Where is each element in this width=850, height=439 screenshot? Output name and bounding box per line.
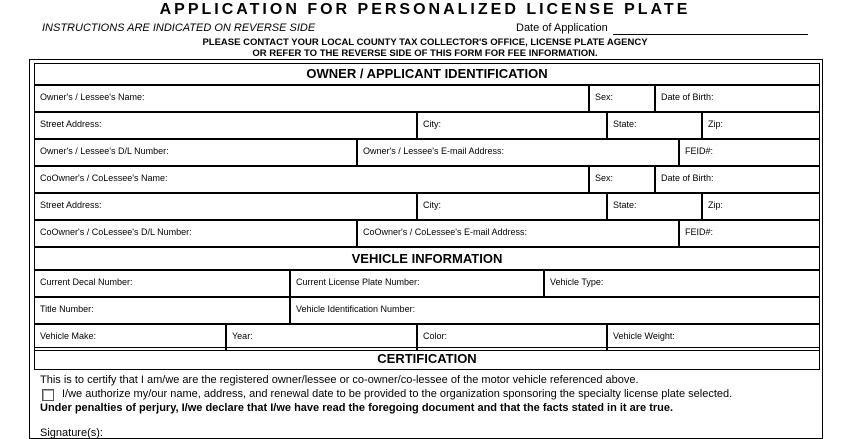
date-of-application-label: Date of Application	[516, 22, 608, 34]
vehicle-color-field[interactable]: Color:	[417, 324, 607, 351]
contact-notice	[0, 37, 850, 59]
form-title: APPLICATION FOR PERSONALIZED LICENSE PLATE	[159, 1, 691, 18]
owner-section-heading: OWNER / APPLICANT IDENTIFICATION	[34, 63, 820, 85]
owner-feid-field[interactable]: FEID#:	[679, 139, 820, 166]
coowner-feid-field[interactable]: FEID#:	[679, 220, 820, 247]
perjury-declaration: Under penalties of perjury, I/we declare that I/we have read the foregoing document and that the facts stated in it are true.	[40, 402, 674, 414]
title-number-field[interactable]: Title Number:	[34, 297, 290, 324]
coowner-email-field[interactable]: CoOwner's / CoLessee's E-mail Address:	[357, 220, 679, 247]
owner-state-field[interactable]: State:	[607, 112, 702, 139]
owner-name-field[interactable]: Owner's / Lessee's Name:	[34, 85, 589, 112]
owner-zip-field[interactable]: Zip:	[702, 112, 820, 139]
vehicle-year-field[interactable]: Year:	[226, 324, 417, 351]
coowner-street-field[interactable]: Street Address:	[34, 193, 417, 220]
authorize-statement: I/we authorize my/our name, address, and renewal date to be provided to the organization sponsoring the specialty license plate selected.	[62, 388, 733, 400]
coowner-sex-field[interactable]: Sex:	[589, 166, 655, 193]
vehicle-make-field[interactable]: Vehicle Make:	[34, 324, 226, 351]
coowner-state-field[interactable]: State:	[607, 193, 702, 220]
coowner-city-field[interactable]: City:	[417, 193, 607, 220]
instructions-note: INSTRUCTIONS ARE INDICATED ON REVERSE SIDE	[42, 22, 316, 34]
owner-dob-field[interactable]: Date of Birth:	[655, 85, 820, 112]
owner-sex-field[interactable]: Sex:	[589, 85, 655, 112]
vehicle-weight-field[interactable]: Vehicle Weight:	[607, 324, 820, 351]
date-of-application-field[interactable]	[613, 34, 808, 35]
owner-street-field[interactable]: Street Address:	[34, 112, 417, 139]
owner-city-field[interactable]: City:	[417, 112, 607, 139]
contact-line-2: OR REFER TO THE REVERSE SIDE OF THIS FORM FOR FEE INFORMATION.	[252, 48, 598, 59]
vehicle-type-field[interactable]: Vehicle Type:	[544, 270, 820, 297]
certification-statement: This is to certify that I am/we are the registered owner/lessee or co-owner/co-lessee of the motor vehicle referenced above.	[40, 374, 639, 386]
certification-heading: CERTIFICATION	[34, 347, 820, 370]
coowner-zip-field[interactable]: Zip:	[702, 193, 820, 220]
coowner-name-field[interactable]: CoOwner's / CoLessee's Name:	[34, 166, 589, 193]
current-decal-field[interactable]: Current Decal Number:	[34, 270, 290, 297]
vin-field[interactable]: Vehicle Identification Number:	[290, 297, 820, 324]
vehicle-section-heading: VEHICLE INFORMATION	[34, 247, 820, 270]
contact-line-1: PLEASE CONTACT YOUR LOCAL COUNTY TAX COLLECTOR'S OFFICE, LICENSE PLATE AGENCY	[202, 37, 648, 48]
coowner-dl-field[interactable]: CoOwner's / CoLessee's D/L Number:	[34, 220, 357, 247]
signature-label: Signature(s):	[40, 427, 103, 439]
owner-email-field[interactable]: Owner's / Lessee's E-mail Address:	[357, 139, 679, 166]
current-plate-field[interactable]: Current License Plate Number:	[290, 270, 544, 297]
coowner-dob-field[interactable]: Date of Birth:	[655, 166, 820, 193]
authorize-checkbox[interactable]	[42, 389, 54, 401]
owner-dl-field[interactable]: Owner's / Lessee's D/L Number:	[34, 139, 357, 166]
